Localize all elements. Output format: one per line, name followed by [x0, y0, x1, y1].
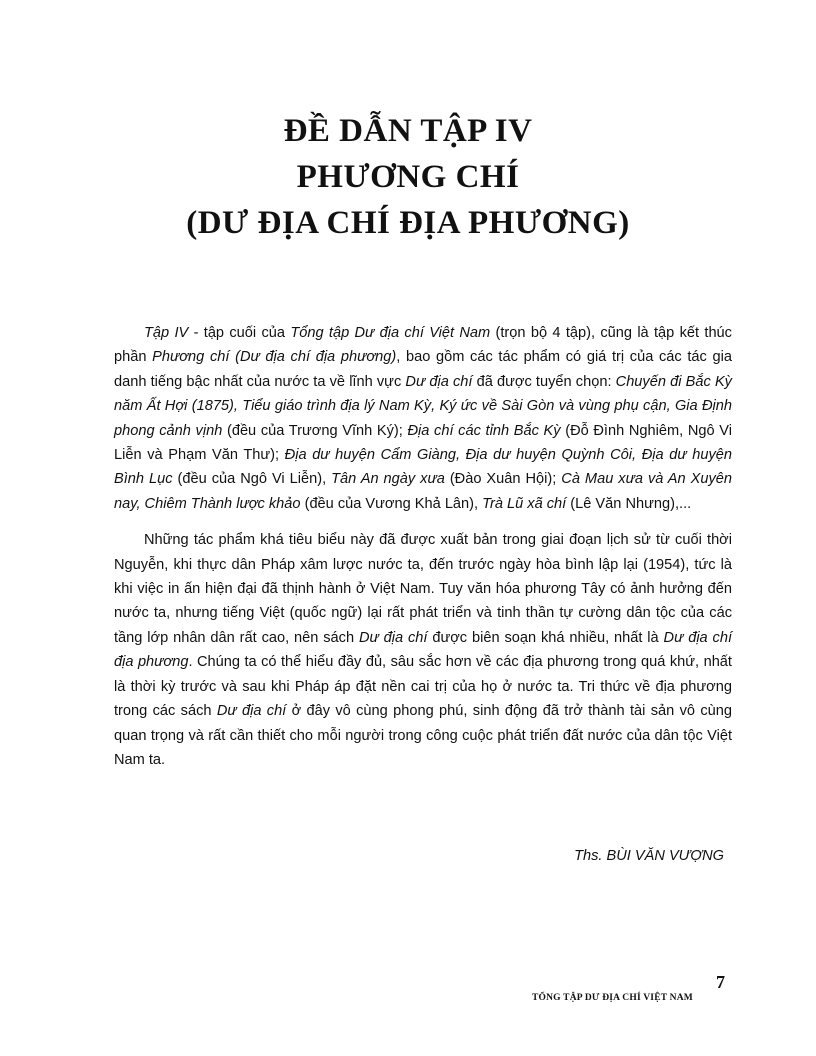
text-run: Địa dư huyện Cẩm Giàng, Địa dư huyện Quỳnh Côi, Địa dư huyện Bình Lục — [114, 447, 732, 488]
text-run: Cà Mau xưa và An Xuyên nay, Chiêm Thành lược khảo — [114, 471, 732, 512]
text-run: (đều của Trương Vĩnh Ký); — [222, 422, 408, 439]
text-run: Chuyến đi Bắc Kỳ năm Ất Hợi (1875), Tiểu giáo trình địa lý Nam Kỳ, Ký ức về Sài Gòn và vùng phụ cận, Gia Định phong cảnh vịnh — [114, 373, 732, 439]
text-run: (trọn bộ 4 tập), cũng là tập kết thúc phần — [114, 325, 732, 366]
text-run: Tân An ngày xưa — [331, 471, 445, 488]
text-run: (Lê Văn Nhưng),... — [566, 495, 692, 512]
paragraph-context — [114, 528, 732, 772]
text-run: (Đào Xuân Hội); — [444, 471, 562, 488]
text-run: Dư địa chí — [405, 373, 473, 390]
text-run: Trà Lũ xã chí — [482, 495, 567, 512]
author-signature: Ths. BÙI VĂN VƯỢNG — [574, 848, 724, 864]
paragraph-intro — [114, 321, 732, 516]
text-run: . Chúng ta có thể hiểu đầy đủ, sâu sắc hơn về các địa phương trong quá khứ, nhất là thời kỳ trước và sau khi Pháp áp đặt nền cai trị của họ ở nước ta. Tri thức về địa phương trong các sách — [114, 654, 732, 720]
text-run: được biên soạn khá nhiều, nhất là — [427, 629, 664, 646]
text-run: (Đỗ Đình Nghiêm, Ngô Vi Liễn và Phạm Văn Thư); — [114, 422, 733, 464]
text-run: Dư địa chí — [216, 703, 287, 720]
text-run: Tập IV — [144, 325, 189, 341]
title-line-1: ĐỀ DẪN TẬP IV — [283, 113, 533, 149]
text-run: Những tác phẩm khá tiêu biểu này đã được xuất bản trong giai đoạn lịch sử từ cuối thời Nguyễn, khi thực dân Pháp xâm lược nước ta, đến trước ngày hòa bình lập lại (1954), tức là khi việc in ấn hiện đại đã thịnh hành ở Việt Nam. Tuy văn hóa phương Tây có ảnh hưởng đến nước ta, nhưng tiếng Việt (quốc ngữ) lại rất phát triển và tinh thần tự cường dân tộc của các tầng lớp nhân dân rất cao, nên sách — [114, 532, 732, 646]
text-run: Dư địa chí địa phương — [114, 629, 733, 671]
text-run: - tập cuối của — [188, 325, 291, 341]
document-title — [0, 108, 816, 246]
text-run: Địa chí các tỉnh Bắc Kỳ — [407, 422, 561, 439]
text-run: ở đây vô cùng phong phú, sinh động đã trở thành tài sản vô cùng quan trọng và rất cần thiết cho mỗi người trong công cuộc phát triển đất nước của dân tộc Việt Nam ta. — [114, 703, 732, 768]
title-line-3: (DƯ ĐỊA CHÍ ĐỊA PHƯƠNG) — [186, 205, 630, 241]
text-run: đã được tuyển chọn: — [472, 373, 616, 390]
text-run: (đều của Vương Khả Lân), — [300, 495, 483, 512]
text-run: (đều của Ngô Vi Liễn), — [172, 471, 332, 488]
running-footer: TỔNG TẬP DƯ ĐỊA CHÍ VIỆT NAM — [532, 993, 693, 1003]
text-run: Phương chí (Dư địa chí địa phương) — [152, 349, 397, 366]
title-line-2: PHƯƠNG CHÍ — [296, 159, 520, 195]
document-body — [114, 321, 732, 784]
text-run: Tổng tập Dư địa chí Việt Nam — [290, 325, 491, 341]
page-number: 7 — [716, 972, 725, 992]
text-run: Dư địa chí — [358, 629, 428, 646]
text-run: , bao gồm các tác phẩm có giá trị của các tác gia danh tiếng bậc nhất của nước ta về lĩnh vực — [114, 349, 732, 390]
